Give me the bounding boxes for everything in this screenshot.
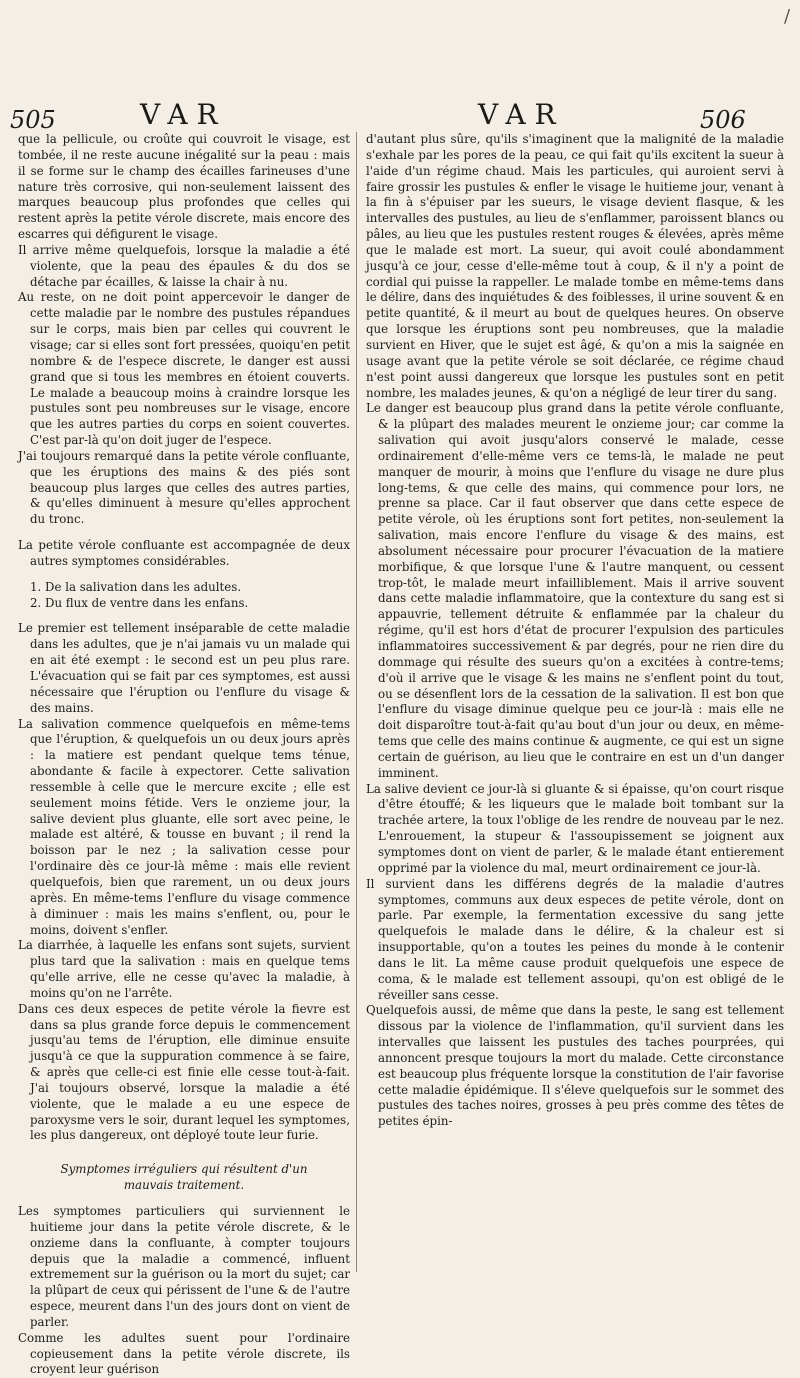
paragraph: Le premier est tellement inséparable de cette maladie dans les adultes, que je n'ai jamais vu un malade qui en ait été exempt : le second est un peu plus rare. L'évacuation qui se fait par ces symptomes, est aussi nécessaire que l'éruption ou l'enflure du visage & des mains. <box>18 621 350 715</box>
paragraph: Il arrive même quelquefois, lorsque la maladie a été violente, que la peau des épaules & du dos se détache par écailles, & laisse la chair à nu. <box>18 242 350 289</box>
paragraph: Comme les adultes suent pour l'ordinaire copieusement dans la petite vérole discrete, ils croyent leur guérison <box>18 1330 350 1377</box>
corner-mark: / <box>784 6 791 27</box>
paragraph: Le danger est beaucoup plus grand dans la petite vérole confluante, & la plûpart des malades meurent le onzieme jour; car comme la salivation qui avoit jusqu'alors conservé le malade, cesse ordinairement d'elle-même vers ce tems-là, le malade ne peut manquer de mourir, à moins que l'enflure du visage ne dure plus long-tems, & que celle des mains, qui commence pour lors, ne prenne sa place. Car il faut observer que dans cette espece de petite vérole, où les éruptions sont fort petites, non-seulement la salivation, mais encore l'enflure du visage & des mains, est absolument nécessaire pour procurer l'évacuation de la matiere morbifique, & que lorsque l'une & l'autre manquent, ou cessent trop-tôt, le malade meurt infailliblement. Mais il arrive souvent dans cette maladie inflammatoire, que la contexture du sang est si appauvrie, tellement détruite & enflammée par la chaleur du régime, qu'il est hors d'état de procurer l'expulsion des particules inflammatoires successivement & par degrés, pour ne rien dire du dommage qui résulte des sueurs qu'on a excitées à contre-tems; d'où il arrive que le visage & les mains ne s'enflent point du tout, ou se désenflent lors de la cessation de la salivation. Il est bon que l'enflure du visage diminue quelque peu ce jour-là : mais elle ne doit disparoître tout-à-fait qu'au bout d'un jour ou deux, en même-tems que celle des mains continue & augmente, ce qui est un signe certain de guérison, au lieu que le contraire en est un d'un danger imminent. <box>366 401 784 780</box>
spacer <box>18 1194 350 1204</box>
paragraph: Au reste, on ne doit point appercevoir le danger de cette maladie par le nombre des pustules répandues sur le corps, mais bien par celles qui couvrent le visage; car si elles sont fort pressées, quoiqu'en petit nombre & de l'espece discrete, le danger est aussi grand que si tous les membres en étoient couverts. Le malade a beaucoup moins à craindre lorsque les pustules sont peu nombreuses sur le visage, encore que les autres parties du corps en soient couvertes. C'est par-là qu'on doit juger de l'espece. <box>18 290 350 448</box>
paragraph: que la pellicule, ou croûte qui couvroit le visage, est tombée, il ne reste aucune inégalité sur la peau : mais il se forme sur le champ des écailles farineuses d'une nature très corrosive, qui non-seulement laissent des marques beaucoup plus profondes que celles qui restent après la petite vérole discrete, mais encore des escarres qui défigurent le visage. <box>18 132 350 242</box>
section-heading: Symptomes irréguliers qui résultent d'un mauvais traitement. <box>60 1162 308 1193</box>
running-head-left: VAR <box>140 98 227 131</box>
right-column <box>366 132 784 1130</box>
spacer <box>18 570 350 580</box>
spacer <box>18 528 350 538</box>
paragraph: Les symptomes particuliers qui surviennent le huitieme jour dans la petite vérole discrete, & le onzieme dans la confluante, à compter toujours depuis que la maladie a commencé, influent extremement sur la guérison ou la mort du sujet; car la plûpart de ceux qui périssent de l'une & de l'autre espece, meurent dans l'un des jours dont on vient de parler. <box>18 1204 350 1329</box>
paragraph: La diarrhée, à laquelle les enfans sont sujets, survient plus tard que la salivation : mais en quelque tems qu'elle arrive, elle ne cesse qu'avec la maladie, à moins qu'on ne l'arrête. <box>18 938 350 1000</box>
paragraph: d'autant plus sûre, qu'ils s'imaginent que la malignité de la maladie s'exhale par les pores de la peau, ce qui fait qu'ils excitent la sueur à l'aide d'un régime chaud. Mais les particules, qui auroient servi à faire grossir les pustules & enfler le visage le huitieme jour, venant à la fin à s'épuiser par les sueurs, le visage devient flasque, & les intervalles des pustules, au lieu de s'enflammer, paroissent blancs ou pâles, au lieu que les pustules restent rouges & élevées, après même que le malade est mort. La sueur, qui avoit coulé abondamment jusqu'à ce jour, cesse d'elle-même tout à coup, & il n'y a point de cordial qui puisse la rappeller. Le malade tombe en même-tems dans le délire, dans des inquiétudes & des foiblesses, il urine souvent & en petite quantité, & il meurt au bout de quelques heures. On observe que lorsque les éruptions sont peu nombreuses, que la maladie survient en Hiver, que le sujet est âgé, & qu'on a mis la saignée en usage avant que la petite vérole se soit déclarée, ce régime chaud n'est point aussi dangereux que lorsque les pustules sont en petit nombre, les malades jeunes, & qu'on a négligé de leur tirer du sang. <box>366 132 784 400</box>
page-number-left: 505 <box>10 106 56 134</box>
paragraph: Il survient dans les différens degrés de la maladie d'autres symptomes, communs aux deux especes de petite vérole, dont on parle. Par exemple, la fermentation excessive du sang jette quelquefois le malade dans le délire, & la chaleur est si insupportable, qu'on a toutes les peines du monde à le contenir dans le lit. La même cause produit quelquefois une espece de coma, & le malade est tellement assoupi, qu'on est obligé de le réveiller sans cesse. <box>366 876 784 1002</box>
list-item: 1. De la salivation dans les adultes. <box>30 579 242 594</box>
paragraph: La salivation commence quelquefois en même-tems que l'éruption, & quelquefois un ou deux jours après : la matiere est pendant quelque tems ténue, abondante & facile à expectorer. Cette salivation ressemble à celle que le mercure excite ; elle est seulement moins fétide. Vers le onzieme jour, la salive devient plus gluante, elle sort avec peine, le malade est altéré, & tousse en buvant ; il rend la boisson par le nez ; la salivation cesse pour l'ordinaire dès ce jour-là même : mais elle revient quelquefois, bien que rarement, un ou deux jours après. En même-tems l'enflure du visage commence à diminuer : mais les mains s'enflent, ou, pour le moins, doivent s'enfler. <box>18 716 350 937</box>
spacer <box>18 1144 350 1162</box>
paragraph: La petite vérole confluante est accompagnée de deux autres symptomes considérables. <box>18 538 350 568</box>
spacer <box>18 611 350 621</box>
paragraph: La salive devient ce jour-là si gluante & si épaisse, qu'on court risque d'être étouffé; & les liqueurs que le malade boit tombant sur la trachée artere, la toux l'oblige de les rendre de nouveau par le nez. L'enrouement, la stupeur & l'assoupissement se joignent aux symptomes dont on vient de parler, & le malade étant entierement opprimé par la violence du mal, meurt ordinairement ce jour-là. <box>366 781 784 875</box>
column-divider <box>356 132 357 1272</box>
page-number-right: 506 <box>700 106 746 134</box>
paragraph: Quelquefois aussi, de même que dans la peste, le sang est tellement dissous par la violence de l'inflammation, qu'il survient dans les intervalles que laissent les pustules des taches pourprées, qui annoncent presque toujours la mort du malade. Cette circonstance est beaucoup plus fréquente lorsque la constitution de l'air favorise cette maladie épidémique. Il s'éleve quelquefois sur le sommet des pustules des taches noires, grosses à peu près comme des têtes de petites épin- <box>366 1003 784 1129</box>
list-item: 2. Du flux de ventre dans les enfans. <box>30 595 249 610</box>
left-column <box>18 132 350 1378</box>
page-header <box>0 96 800 136</box>
paragraph: Dans ces deux especes de petite vérole la fievre est dans sa plus grande force depuis le commencement jusqu'au tems de l'éruption, elle diminue ensuite jusqu'à ce que la suppuration commence à se faire, & après que celle-ci est finie elle cesse tout-à-fait. J'ai toujours observé, lorsque la maladie a été violente, que le malade a eu une espece de paroxysme vers le soir, durant lequel les symptomes, les plus dangereux, ont déployé toute leur furie. <box>18 1001 350 1143</box>
paragraph: J'ai toujours remarqué dans la petite vérole confluante, que les éruptions des mains & des piés sont beaucoup plus larges que celles des autres parties, & qu'elles diminuent à mesure qu'elles approchent du tronc. <box>18 448 350 527</box>
running-head-right: VAR <box>478 98 565 131</box>
